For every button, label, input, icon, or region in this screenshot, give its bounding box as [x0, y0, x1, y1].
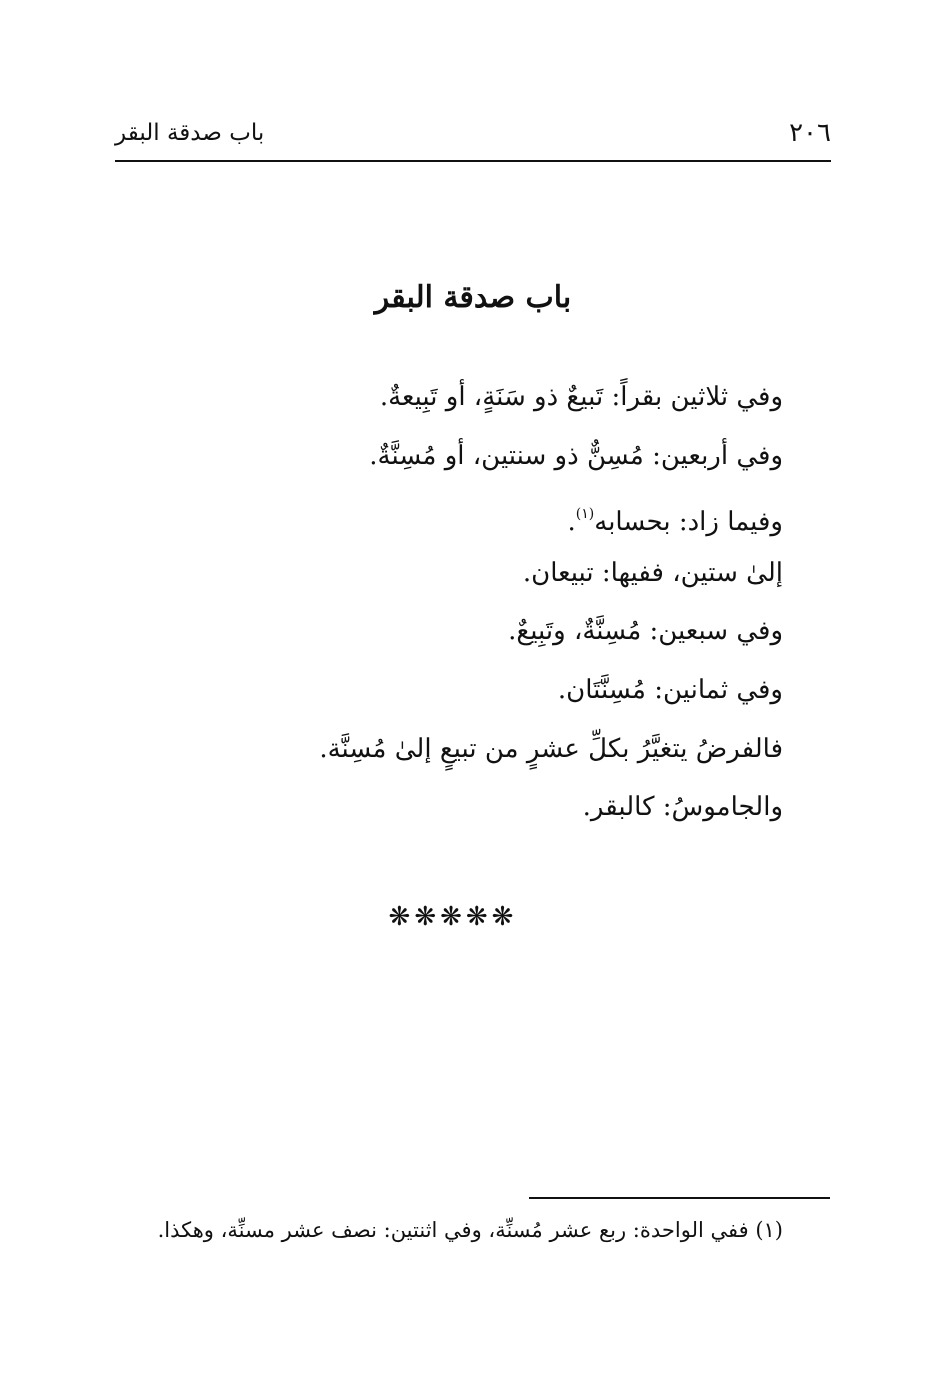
footnote: (١) ففي الواحدة: ربع عشر مُسنِّة، وفي اثنتين: نصف عشر مسنِّة، وهكذا.	[157, 1218, 783, 1242]
section-separator: ❋❋❋❋❋	[388, 902, 518, 932]
running-header-title: باب صدقة البقر	[115, 120, 265, 146]
body-line-text: وفيما زاد: بحسابه	[594, 507, 783, 538]
body-line: إلىٰ ستين، ففيها: تبيعان.	[522, 557, 783, 588]
body-line: وفي ثمانين: مُسِنَّتَان.	[557, 674, 783, 705]
chapter-title: باب صدقة البقر	[374, 280, 572, 315]
body-line: وفي ثلاثين بقراً: تَبيعٌ ذو سَنَةٍ، أو تَبِيعةٌ.	[379, 382, 783, 412]
footnote-divider	[529, 1197, 830, 1199]
running-header	[115, 112, 831, 162]
body-line	[143, 485, 783, 544]
body-line: وفي أربعين: مُسِنٌّ ذو سنتين، أو مُسِنَّةٌ.	[369, 440, 783, 471]
page-number: ٢٠٦	[789, 118, 831, 148]
body-text	[143, 368, 783, 837]
line-end-punctuation: .	[567, 507, 576, 538]
footnote-reference[interactable]: (١)	[575, 506, 595, 523]
body-line: فالفرضُ يتغيَّرُ بكلِّ عشرٍ من تبيعٍ إلىٰ مُسِنَّة.	[319, 733, 783, 764]
body-line: والجاموسُ: كالبقر.	[582, 792, 783, 823]
body-line: وفي سبعين: مُسِنَّةٌ، وتَبِيعٌ.	[508, 616, 783, 647]
